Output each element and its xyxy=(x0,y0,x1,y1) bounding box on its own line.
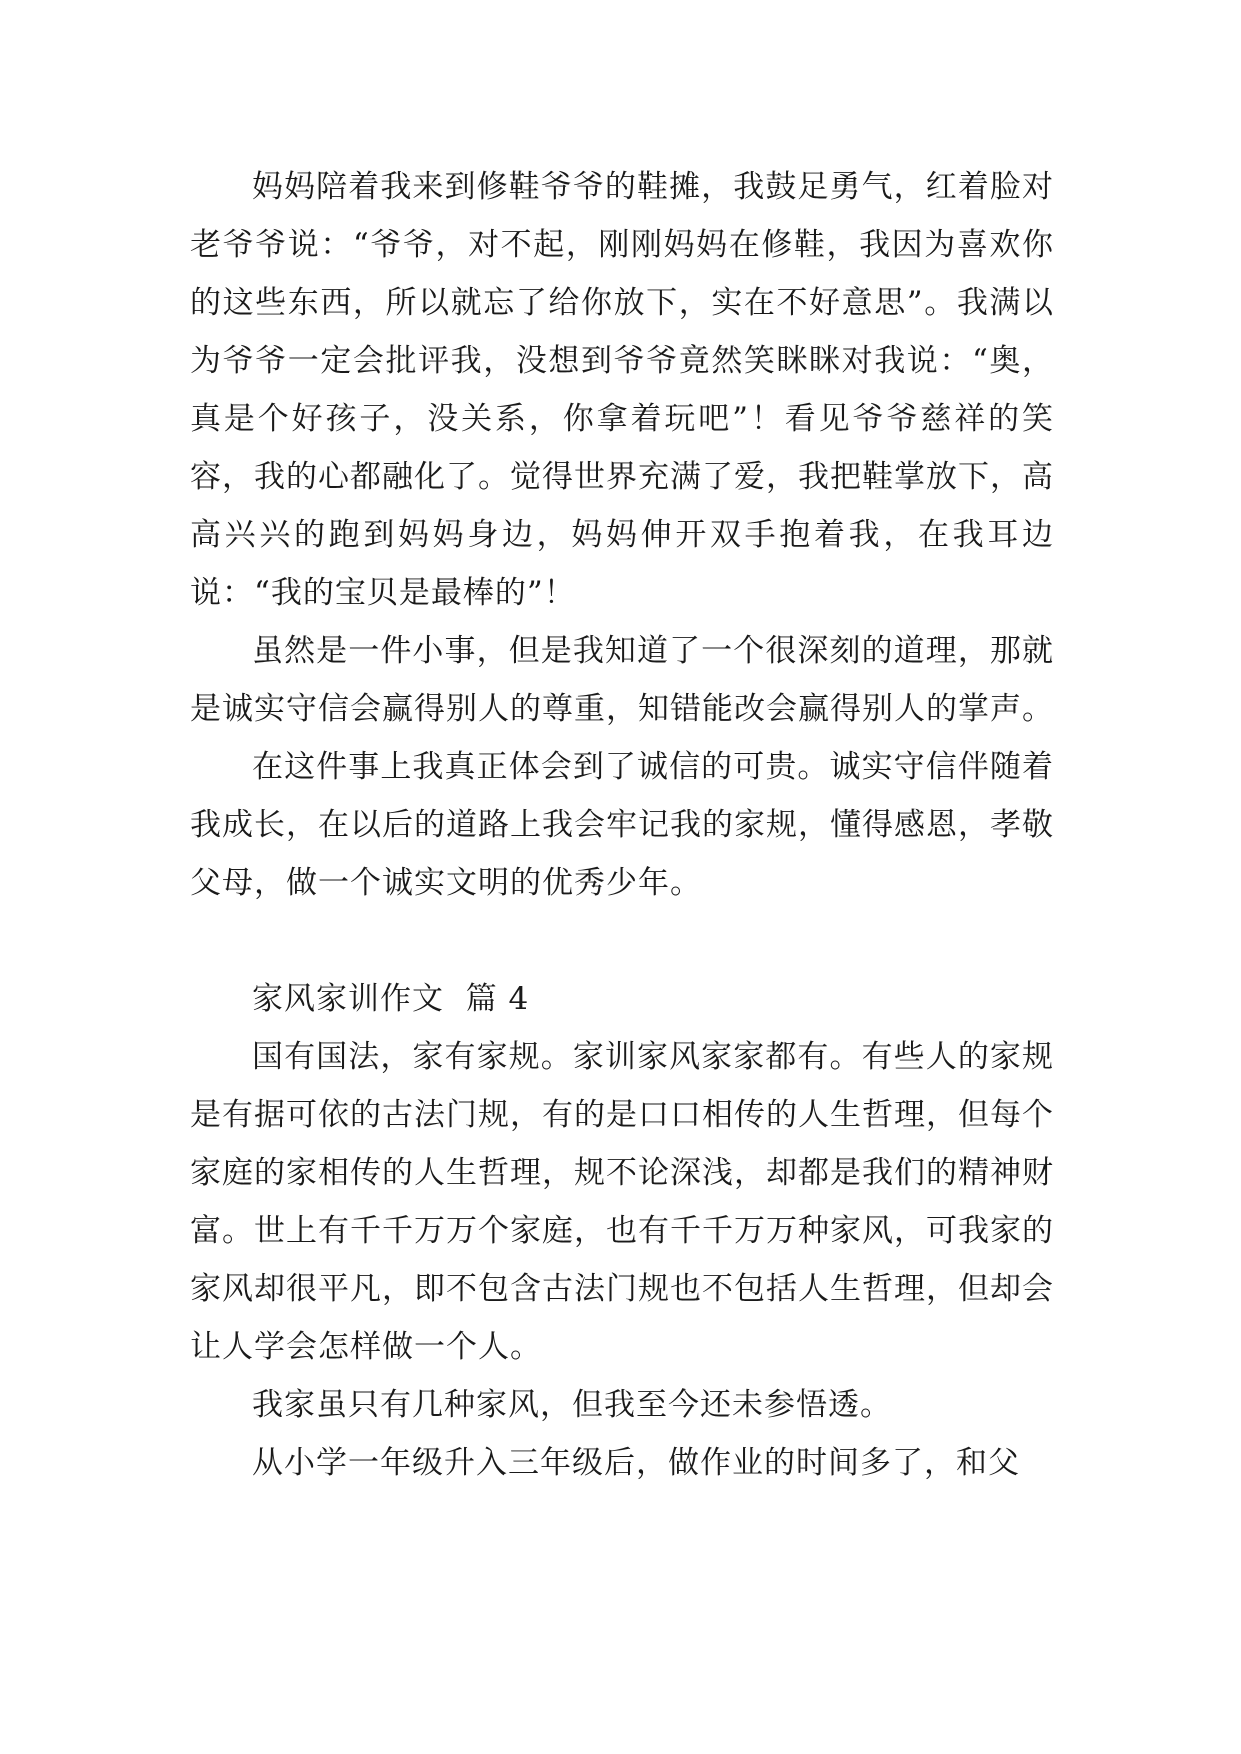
paragraph-school-years: 从小学一年级升入三年级后，做作业的时间多了，和父 xyxy=(252,1445,1020,1481)
paragraph-apology: 妈妈陪着我来到修鞋爷爷的鞋摊，我鼓足勇气，红着脸对老爷爷说：“爷爷，对不起，刚刚妈妈在修鞋，我因为喜欢你的这些东西，所以就忘了给你放下，实在不好意思”。我满以为爷爷一定会批评我，没想到爷爷竟然笑眯眯对我说：“奥，真是个好孩子，没关系，你拿着玩吧”！看见爷爷慈祥的笑容，我的心都融化了。觉得世界充满了爱，我把鞋掌放下，高高兴兴的跑到妈妈身边，妈妈伸开双手抱着我，在我耳边说：“我的宝贝是最棒的”！ xyxy=(190,169,1054,611)
paragraph-honesty: 在这件事上我真正体会到了诚信的可贵。诚实守信伴随着我成长，在以后的道路上我会牢记我的家规，懂得感恩，孝敬父母，做一个诚实文明的优秀少年。 xyxy=(190,749,1054,901)
paragraph-lesson: 虽然是一件小事，但是我知道了一个很深刻的道理，那就是诚实守信会赢得别人的尊重，知错能改会赢得别人的掌声。 xyxy=(190,633,1054,727)
section-heading: 家风家训作文 篇 4 xyxy=(252,981,530,1017)
paragraph-family-rules: 国有国法，家有家规。家训家风家家都有。有些人的家规是有据可依的古法门规，有的是口口相传的人生哲理，但每个家庭的家相传的人生哲理，规不论深浅，却都是我们的精神财富。世上有千千万万个家庭，也有千千万万种家风，可我家的家风却很平凡，即不包含古法门规也不包括人生哲理，但却会让人学会怎样做一个人。 xyxy=(190,1039,1054,1365)
paragraph-family-customs: 我家虽只有几种家风，但我至今还未参悟透。 xyxy=(252,1387,892,1423)
document-body xyxy=(190,158,1054,1492)
section-spacer xyxy=(190,912,1054,970)
